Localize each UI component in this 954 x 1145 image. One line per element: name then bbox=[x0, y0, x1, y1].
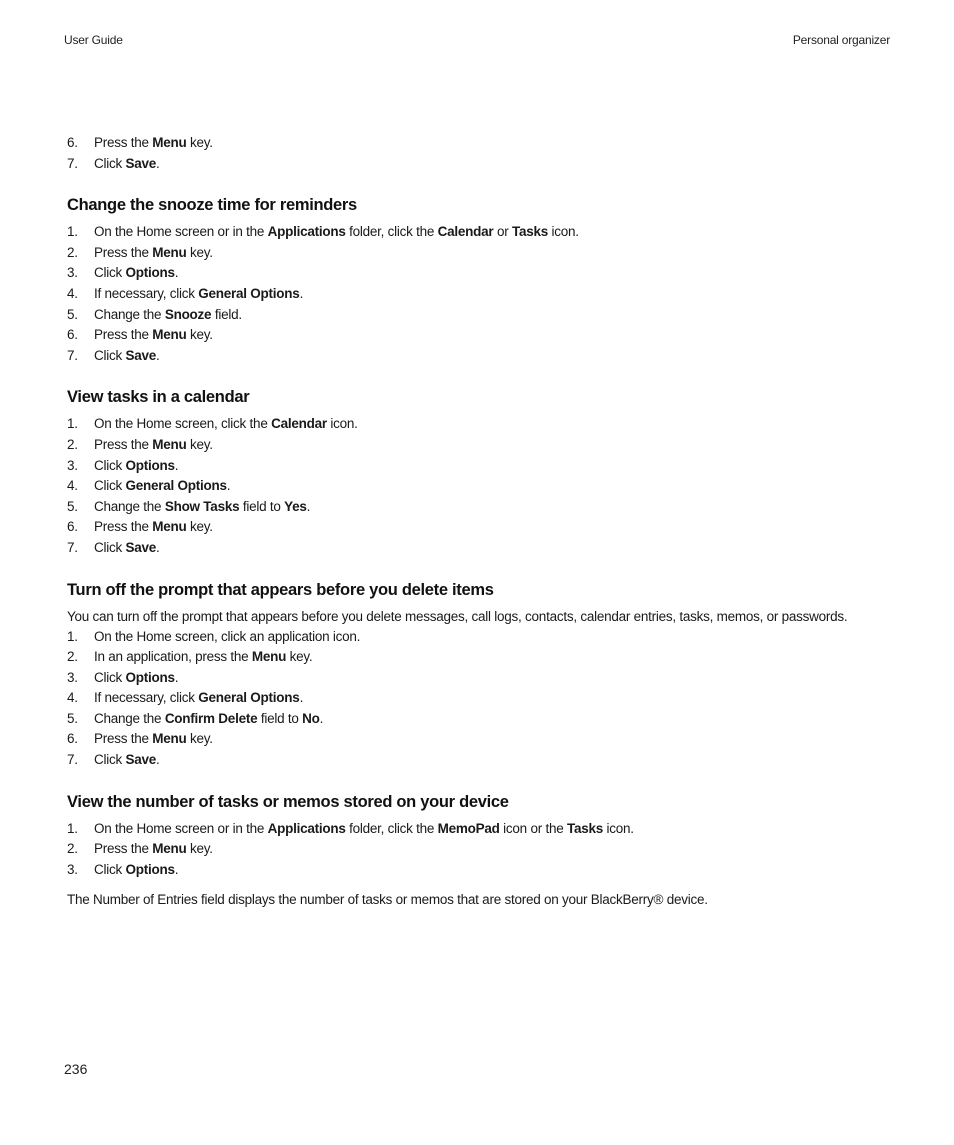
ui-term: Tasks bbox=[566, 820, 603, 836]
step-item bbox=[67, 435, 897, 456]
step-item bbox=[67, 284, 897, 305]
step-number: 1. bbox=[67, 820, 78, 836]
step-text-segment: . bbox=[174, 861, 179, 877]
step-number: 5. bbox=[67, 498, 78, 514]
step-text bbox=[94, 435, 213, 456]
step-number: 3. bbox=[67, 669, 78, 685]
step-text-segment: On the Home screen, click the bbox=[94, 416, 272, 432]
step-text-segment: . bbox=[174, 457, 179, 473]
step-text-segment: Change the bbox=[94, 710, 165, 726]
ui-term: Applications bbox=[267, 820, 346, 836]
ui-term: No bbox=[302, 710, 320, 726]
step-number: 3. bbox=[67, 861, 78, 877]
step-text-segment: icon or the bbox=[499, 820, 567, 836]
step-item bbox=[67, 517, 897, 538]
step-text-segment: On the Home screen or in the bbox=[94, 224, 268, 240]
step-number: 1. bbox=[67, 224, 78, 240]
section-view-tasks bbox=[67, 386, 897, 558]
step-text bbox=[94, 750, 160, 771]
step-text bbox=[94, 819, 634, 840]
step-text bbox=[94, 222, 579, 243]
step-item bbox=[67, 688, 897, 709]
step-number: 6. bbox=[67, 731, 78, 747]
ui-term: Menu bbox=[152, 436, 187, 452]
step-item bbox=[67, 456, 897, 477]
step-text-segment: . bbox=[226, 478, 231, 494]
step-text-segment: key. bbox=[186, 519, 213, 535]
step-text bbox=[94, 860, 178, 881]
section-intro-paragraph: You can turn off the prompt that appears before you delete messages, call logs, contacts, calendar entries, tasks, memos, or passwords. bbox=[67, 608, 848, 624]
step-text-segment: key. bbox=[186, 244, 213, 260]
step-text bbox=[94, 688, 303, 709]
ui-term: Save bbox=[125, 347, 157, 363]
step-text-segment: On the Home screen or in the bbox=[94, 820, 268, 836]
step-text-segment: key. bbox=[186, 731, 213, 747]
running-header-right: Personal organizer bbox=[792, 33, 890, 47]
ui-term: Applications bbox=[267, 224, 346, 240]
step-text bbox=[94, 243, 213, 264]
step-text bbox=[94, 305, 242, 326]
step-text-segment: . bbox=[306, 498, 311, 514]
ui-term: Snooze bbox=[164, 306, 212, 322]
step-text-segment: Press the bbox=[94, 135, 153, 150]
step-text-segment: . bbox=[156, 347, 160, 363]
step-text-segment: Click bbox=[94, 478, 126, 494]
step-text-segment: . bbox=[156, 752, 160, 768]
step-text-segment: key. bbox=[286, 649, 313, 665]
section-snooze bbox=[67, 194, 897, 366]
section-outro-paragraph: The Number of Entries field displays the number of tasks or memos that are stored on your BlackBerry® device. bbox=[67, 892, 708, 908]
step-text-segment: Change the bbox=[94, 498, 165, 514]
ui-term: Tasks bbox=[511, 224, 548, 240]
step-number: 7. bbox=[67, 155, 78, 171]
step-text-segment: folder, click the bbox=[345, 820, 438, 836]
step-text-segment: Click bbox=[94, 265, 126, 281]
step-item bbox=[67, 346, 897, 367]
continued-steps-list bbox=[67, 133, 897, 174]
step-text bbox=[94, 346, 160, 367]
ui-term: Calendar bbox=[271, 416, 327, 432]
step-item bbox=[67, 647, 897, 668]
step-item bbox=[67, 627, 897, 648]
step-text-segment: icon. bbox=[603, 820, 634, 836]
step-text-segment: Click bbox=[94, 155, 126, 171]
step-text-segment: or bbox=[493, 224, 512, 240]
section-heading: View the number of tasks or memos stored on your device bbox=[67, 792, 509, 811]
step-text bbox=[94, 729, 213, 750]
step-text-segment: Click bbox=[94, 861, 126, 877]
ui-term: Menu bbox=[251, 649, 287, 665]
step-text bbox=[94, 456, 178, 477]
step-text bbox=[94, 284, 303, 305]
step-item bbox=[67, 860, 897, 881]
ui-term: General Options bbox=[198, 285, 300, 301]
ui-term: Save bbox=[125, 155, 157, 171]
step-item bbox=[67, 414, 897, 435]
step-text-segment: field to bbox=[239, 498, 285, 514]
step-text-segment: . bbox=[174, 669, 179, 685]
ui-term: Show Tasks bbox=[164, 498, 240, 514]
step-text-segment: icon. bbox=[547, 224, 579, 240]
ui-term: Menu bbox=[152, 135, 187, 150]
ui-term: Options bbox=[125, 669, 175, 685]
step-item bbox=[67, 243, 897, 264]
step-item bbox=[67, 133, 897, 154]
step-text bbox=[94, 476, 230, 497]
step-text-segment: . bbox=[156, 155, 160, 171]
step-number: 3. bbox=[67, 265, 78, 281]
step-text-segment: Click bbox=[94, 539, 126, 555]
step-number: 2. bbox=[67, 649, 78, 665]
step-number: 7. bbox=[67, 347, 78, 363]
section-delete-prompt bbox=[67, 579, 897, 771]
ui-term: General Options bbox=[198, 690, 300, 706]
step-item bbox=[67, 729, 897, 750]
ui-term: Options bbox=[125, 265, 175, 281]
step-text-segment: Press the bbox=[94, 519, 153, 535]
step-number: 4. bbox=[67, 690, 78, 706]
step-text-segment: key. bbox=[186, 436, 213, 452]
step-number: 6. bbox=[67, 135, 78, 150]
ui-term: MemoPad bbox=[437, 820, 500, 836]
page-content bbox=[67, 133, 897, 910]
step-text-segment: Press the bbox=[94, 244, 153, 260]
steps-list bbox=[67, 222, 897, 366]
step-number: 6. bbox=[67, 519, 78, 535]
steps-list bbox=[67, 819, 897, 881]
step-text bbox=[94, 668, 178, 689]
ui-term: Menu bbox=[152, 519, 187, 535]
step-text-segment: key. bbox=[186, 327, 213, 343]
step-text bbox=[94, 325, 213, 346]
step-text-segment: field to bbox=[257, 710, 303, 726]
step-item bbox=[67, 222, 897, 243]
step-text bbox=[94, 647, 312, 668]
section-heading: Change the snooze time for reminders bbox=[67, 196, 357, 215]
step-text-segment: folder, click the bbox=[345, 224, 438, 240]
step-number: 6. bbox=[67, 327, 78, 343]
step-text-segment: Press the bbox=[94, 327, 153, 343]
step-text-segment: icon. bbox=[326, 416, 358, 432]
ui-term: General Options bbox=[125, 478, 227, 494]
ui-term: Save bbox=[125, 539, 157, 555]
section-heading: View tasks in a calendar bbox=[67, 388, 250, 407]
step-number: 4. bbox=[67, 285, 78, 301]
step-text-segment: Press the bbox=[94, 436, 153, 452]
step-item bbox=[67, 263, 897, 284]
ui-term: Calendar bbox=[437, 224, 494, 240]
step-text-segment: If necessary, click bbox=[94, 690, 199, 706]
step-text-segment: Click bbox=[94, 347, 126, 363]
step-text-segment: . bbox=[156, 539, 160, 555]
step-text-segment: Click bbox=[94, 669, 126, 685]
step-text-segment: In an application, press the bbox=[94, 649, 252, 665]
step-text-segment: . bbox=[299, 285, 304, 301]
step-number: 5. bbox=[67, 710, 78, 726]
step-text bbox=[94, 839, 213, 860]
step-text bbox=[94, 538, 160, 559]
step-text-segment: field. bbox=[211, 306, 242, 322]
step-number: 3. bbox=[67, 457, 78, 473]
step-number: 1. bbox=[67, 416, 78, 432]
step-text-segment: On the Home screen, click an application icon. bbox=[94, 628, 361, 644]
step-item bbox=[67, 750, 897, 771]
step-text bbox=[94, 497, 310, 518]
step-text bbox=[94, 414, 358, 435]
step-number: 2. bbox=[67, 436, 78, 452]
section-number-of-entries bbox=[67, 791, 897, 911]
sections-container bbox=[67, 194, 897, 910]
step-number: 4. bbox=[67, 478, 78, 494]
ui-term: Yes bbox=[284, 498, 307, 514]
step-item bbox=[67, 668, 897, 689]
ui-term: Options bbox=[125, 457, 175, 473]
step-number: 1. bbox=[67, 628, 78, 644]
ui-term: Options bbox=[125, 861, 175, 877]
step-item bbox=[67, 839, 897, 860]
section-heading: Turn off the prompt that appears before you delete items bbox=[67, 580, 494, 599]
step-text-segment: Change the bbox=[94, 306, 165, 322]
ui-term: Menu bbox=[152, 244, 187, 260]
step-text bbox=[94, 627, 360, 648]
step-text bbox=[94, 154, 160, 175]
step-item bbox=[67, 154, 897, 175]
ui-term: Save bbox=[125, 752, 157, 768]
step-text bbox=[94, 133, 213, 154]
step-text-segment: If necessary, click bbox=[94, 285, 199, 301]
step-item bbox=[67, 819, 897, 840]
running-header-left: User Guide bbox=[64, 33, 123, 47]
ui-term: Confirm Delete bbox=[164, 710, 258, 726]
step-item bbox=[67, 497, 897, 518]
step-item bbox=[67, 538, 897, 559]
step-text-segment: key. bbox=[186, 135, 213, 150]
step-item bbox=[67, 709, 897, 730]
step-text bbox=[94, 709, 323, 730]
step-number: 5. bbox=[67, 306, 78, 322]
steps-list bbox=[67, 627, 897, 771]
step-item bbox=[67, 305, 897, 326]
step-text bbox=[94, 517, 213, 538]
page-number: 236 bbox=[64, 1061, 88, 1077]
step-text-segment: . bbox=[174, 265, 179, 281]
step-item bbox=[67, 325, 897, 346]
step-text-segment: Press the bbox=[94, 841, 153, 857]
step-text-segment: . bbox=[319, 710, 324, 726]
step-number: 2. bbox=[67, 244, 78, 260]
steps-list bbox=[67, 414, 897, 558]
step-number: 7. bbox=[67, 539, 78, 555]
step-number: 7. bbox=[67, 752, 78, 768]
ui-term: Menu bbox=[152, 841, 187, 857]
step-text-segment: Click bbox=[94, 457, 126, 473]
step-number: 2. bbox=[67, 841, 78, 857]
step-item bbox=[67, 476, 897, 497]
ui-term: Menu bbox=[152, 327, 187, 343]
step-text-segment: . bbox=[299, 690, 304, 706]
step-text bbox=[94, 263, 178, 284]
step-text-segment: key. bbox=[186, 841, 213, 857]
step-text-segment: Click bbox=[94, 752, 126, 768]
step-text-segment: Press the bbox=[94, 731, 153, 747]
ui-term: Menu bbox=[152, 731, 187, 747]
